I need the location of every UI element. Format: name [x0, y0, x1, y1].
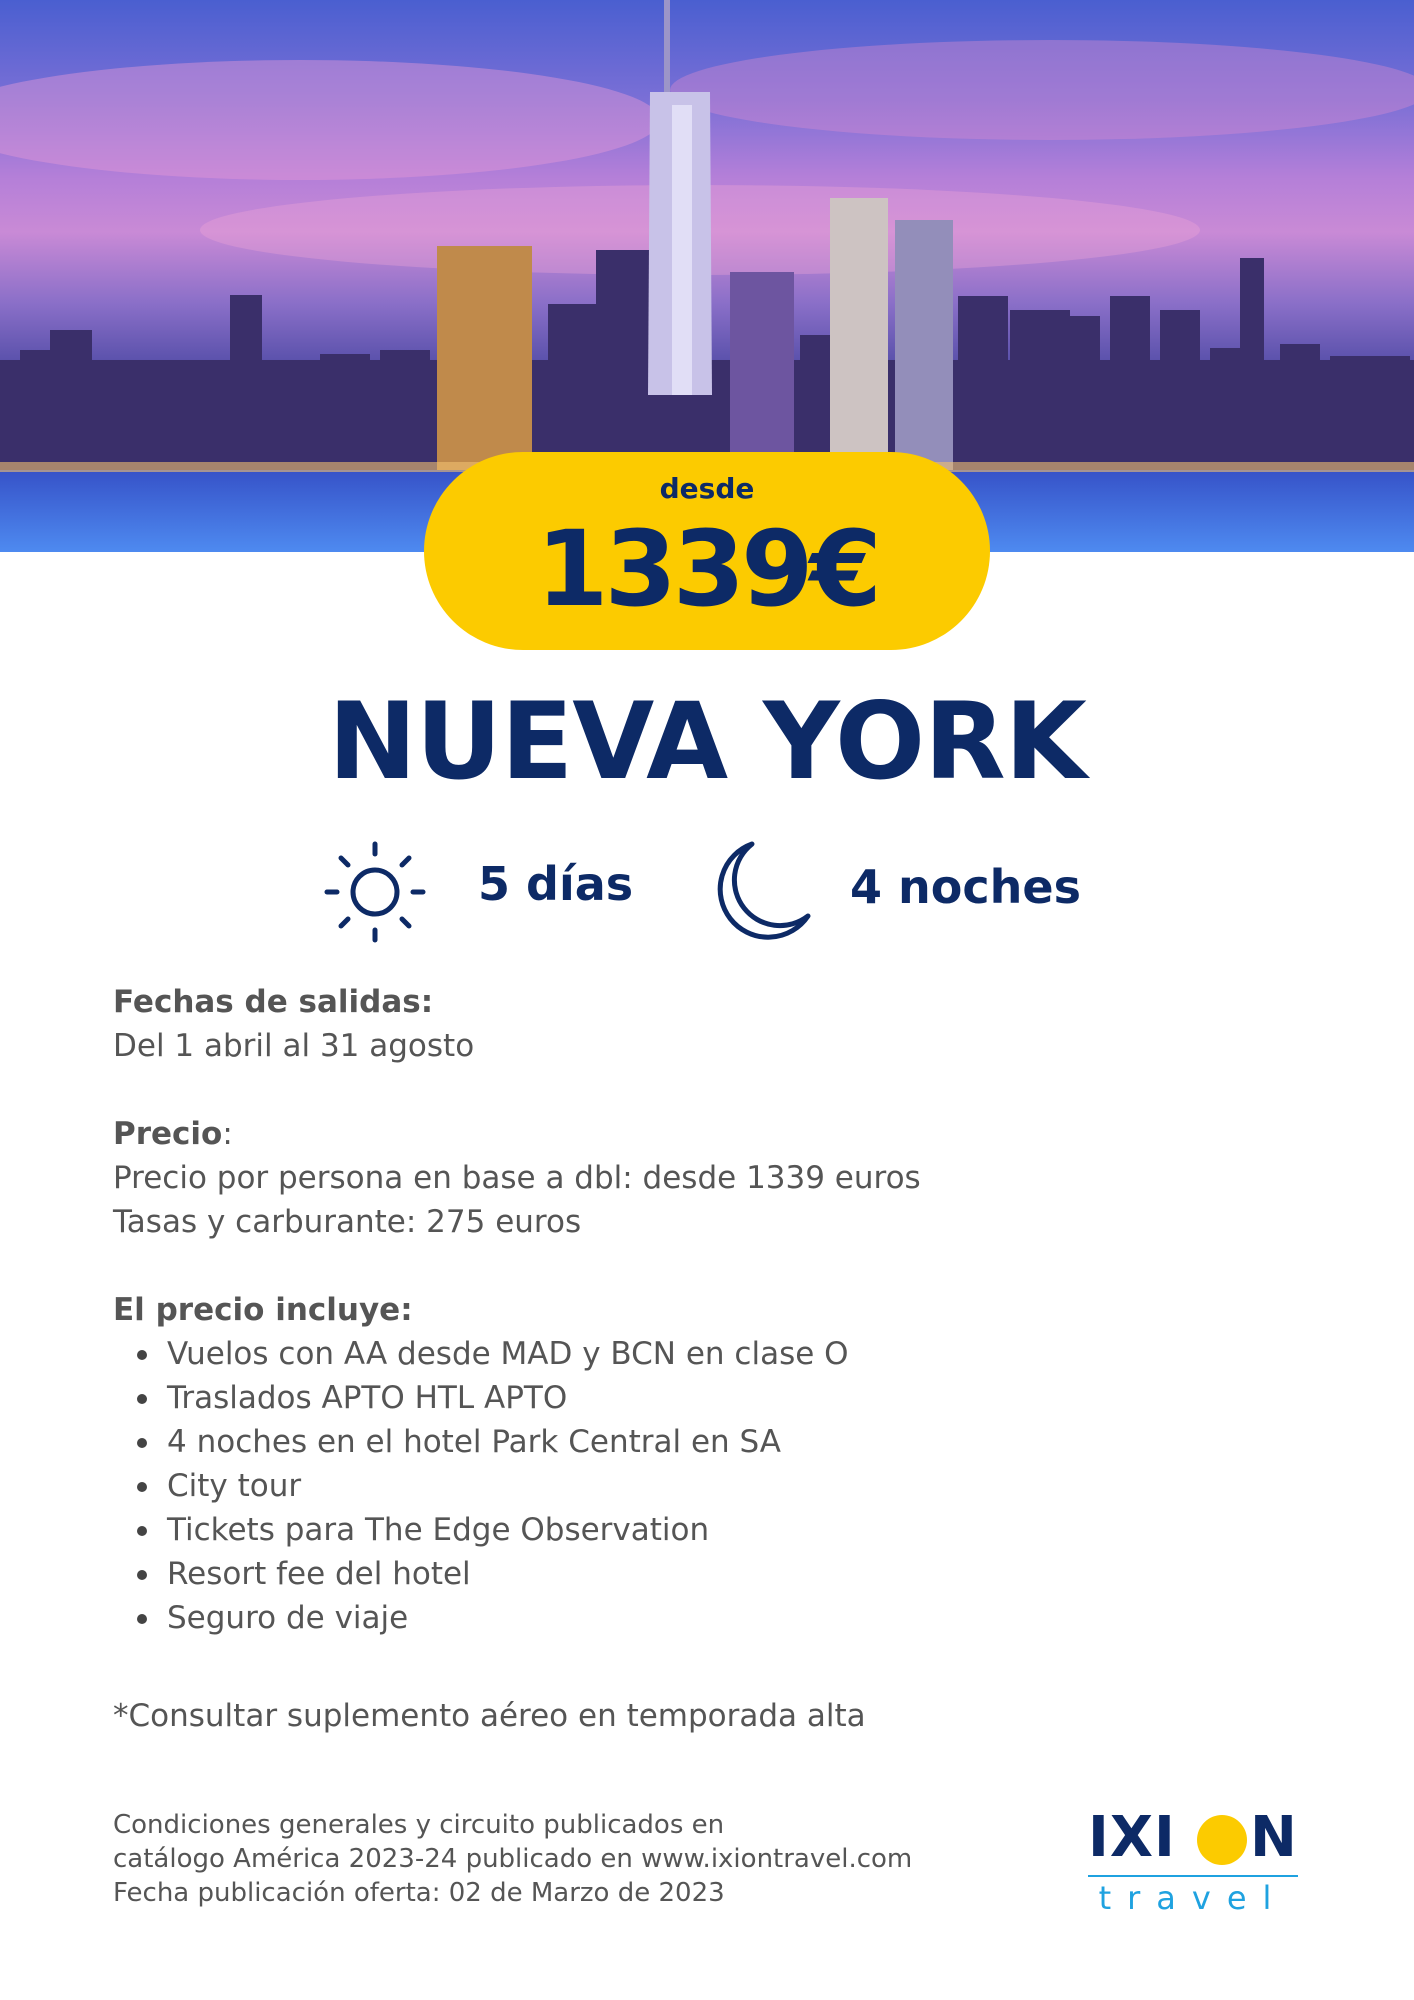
list-item: Vuelos con AA desde MAD y BCN en clase O	[167, 1332, 1213, 1376]
includes-label: El precio incluye:	[113, 1292, 413, 1328]
includes-list	[113, 1332, 1213, 1640]
list-item: Seguro de viaje	[167, 1596, 1213, 1640]
logo-sun-dot	[1197, 1815, 1247, 1865]
price-line: Tasas y carburante: 275 euros	[113, 1204, 582, 1240]
list-item: Resort fee del hotel	[167, 1552, 1213, 1596]
list-item: Traslados APTO HTL APTO	[167, 1376, 1213, 1420]
departures-label: Fechas de salidas:	[113, 984, 434, 1020]
moon-icon	[708, 838, 814, 948]
logo-text-n: N	[1250, 1805, 1297, 1870]
days-count: 5 días	[478, 857, 634, 911]
sun-icon	[323, 840, 427, 948]
list-item: 4 noches en el hotel Park Central en SA	[167, 1420, 1213, 1464]
season-note: *Consultar suplemento aéreo en temporada alta	[113, 1698, 866, 1734]
price-label: Precio	[113, 1116, 223, 1152]
footer-line: catálogo América 2023-24 publicado en www.ixiontravel.com	[113, 1844, 913, 1874]
price-line: Precio por persona en base a dbl: desde 1339 euros	[113, 1160, 921, 1196]
price-badge	[424, 452, 990, 650]
footer-line: Fecha publicación oferta: 02 de Marzo de 2023	[113, 1878, 725, 1908]
footer-line: Condiciones generales y circuito publicados en	[113, 1810, 725, 1840]
destination-title: NUEVA YORK	[328, 680, 1086, 803]
price-label-colon: :	[222, 1116, 233, 1152]
price-heading	[113, 1112, 1213, 1156]
departures-value: Del 1 abril al 31 agosto	[113, 1028, 475, 1064]
nights-count: 4 noches	[850, 860, 1081, 914]
price-value: 1339€	[536, 508, 878, 630]
list-item: City tour	[167, 1464, 1213, 1508]
logo-text-ixi: IXI	[1088, 1805, 1176, 1870]
ixion-travel-logo	[1088, 1805, 1298, 1915]
trip-details	[113, 980, 1213, 1640]
price-from-label: desde	[659, 472, 755, 505]
logo-text-travel: travel	[1098, 1879, 1288, 1917]
footer-text	[113, 1808, 912, 1910]
logo-underline	[1088, 1875, 1298, 1877]
list-item: Tickets para The Edge Observation	[167, 1508, 1213, 1552]
